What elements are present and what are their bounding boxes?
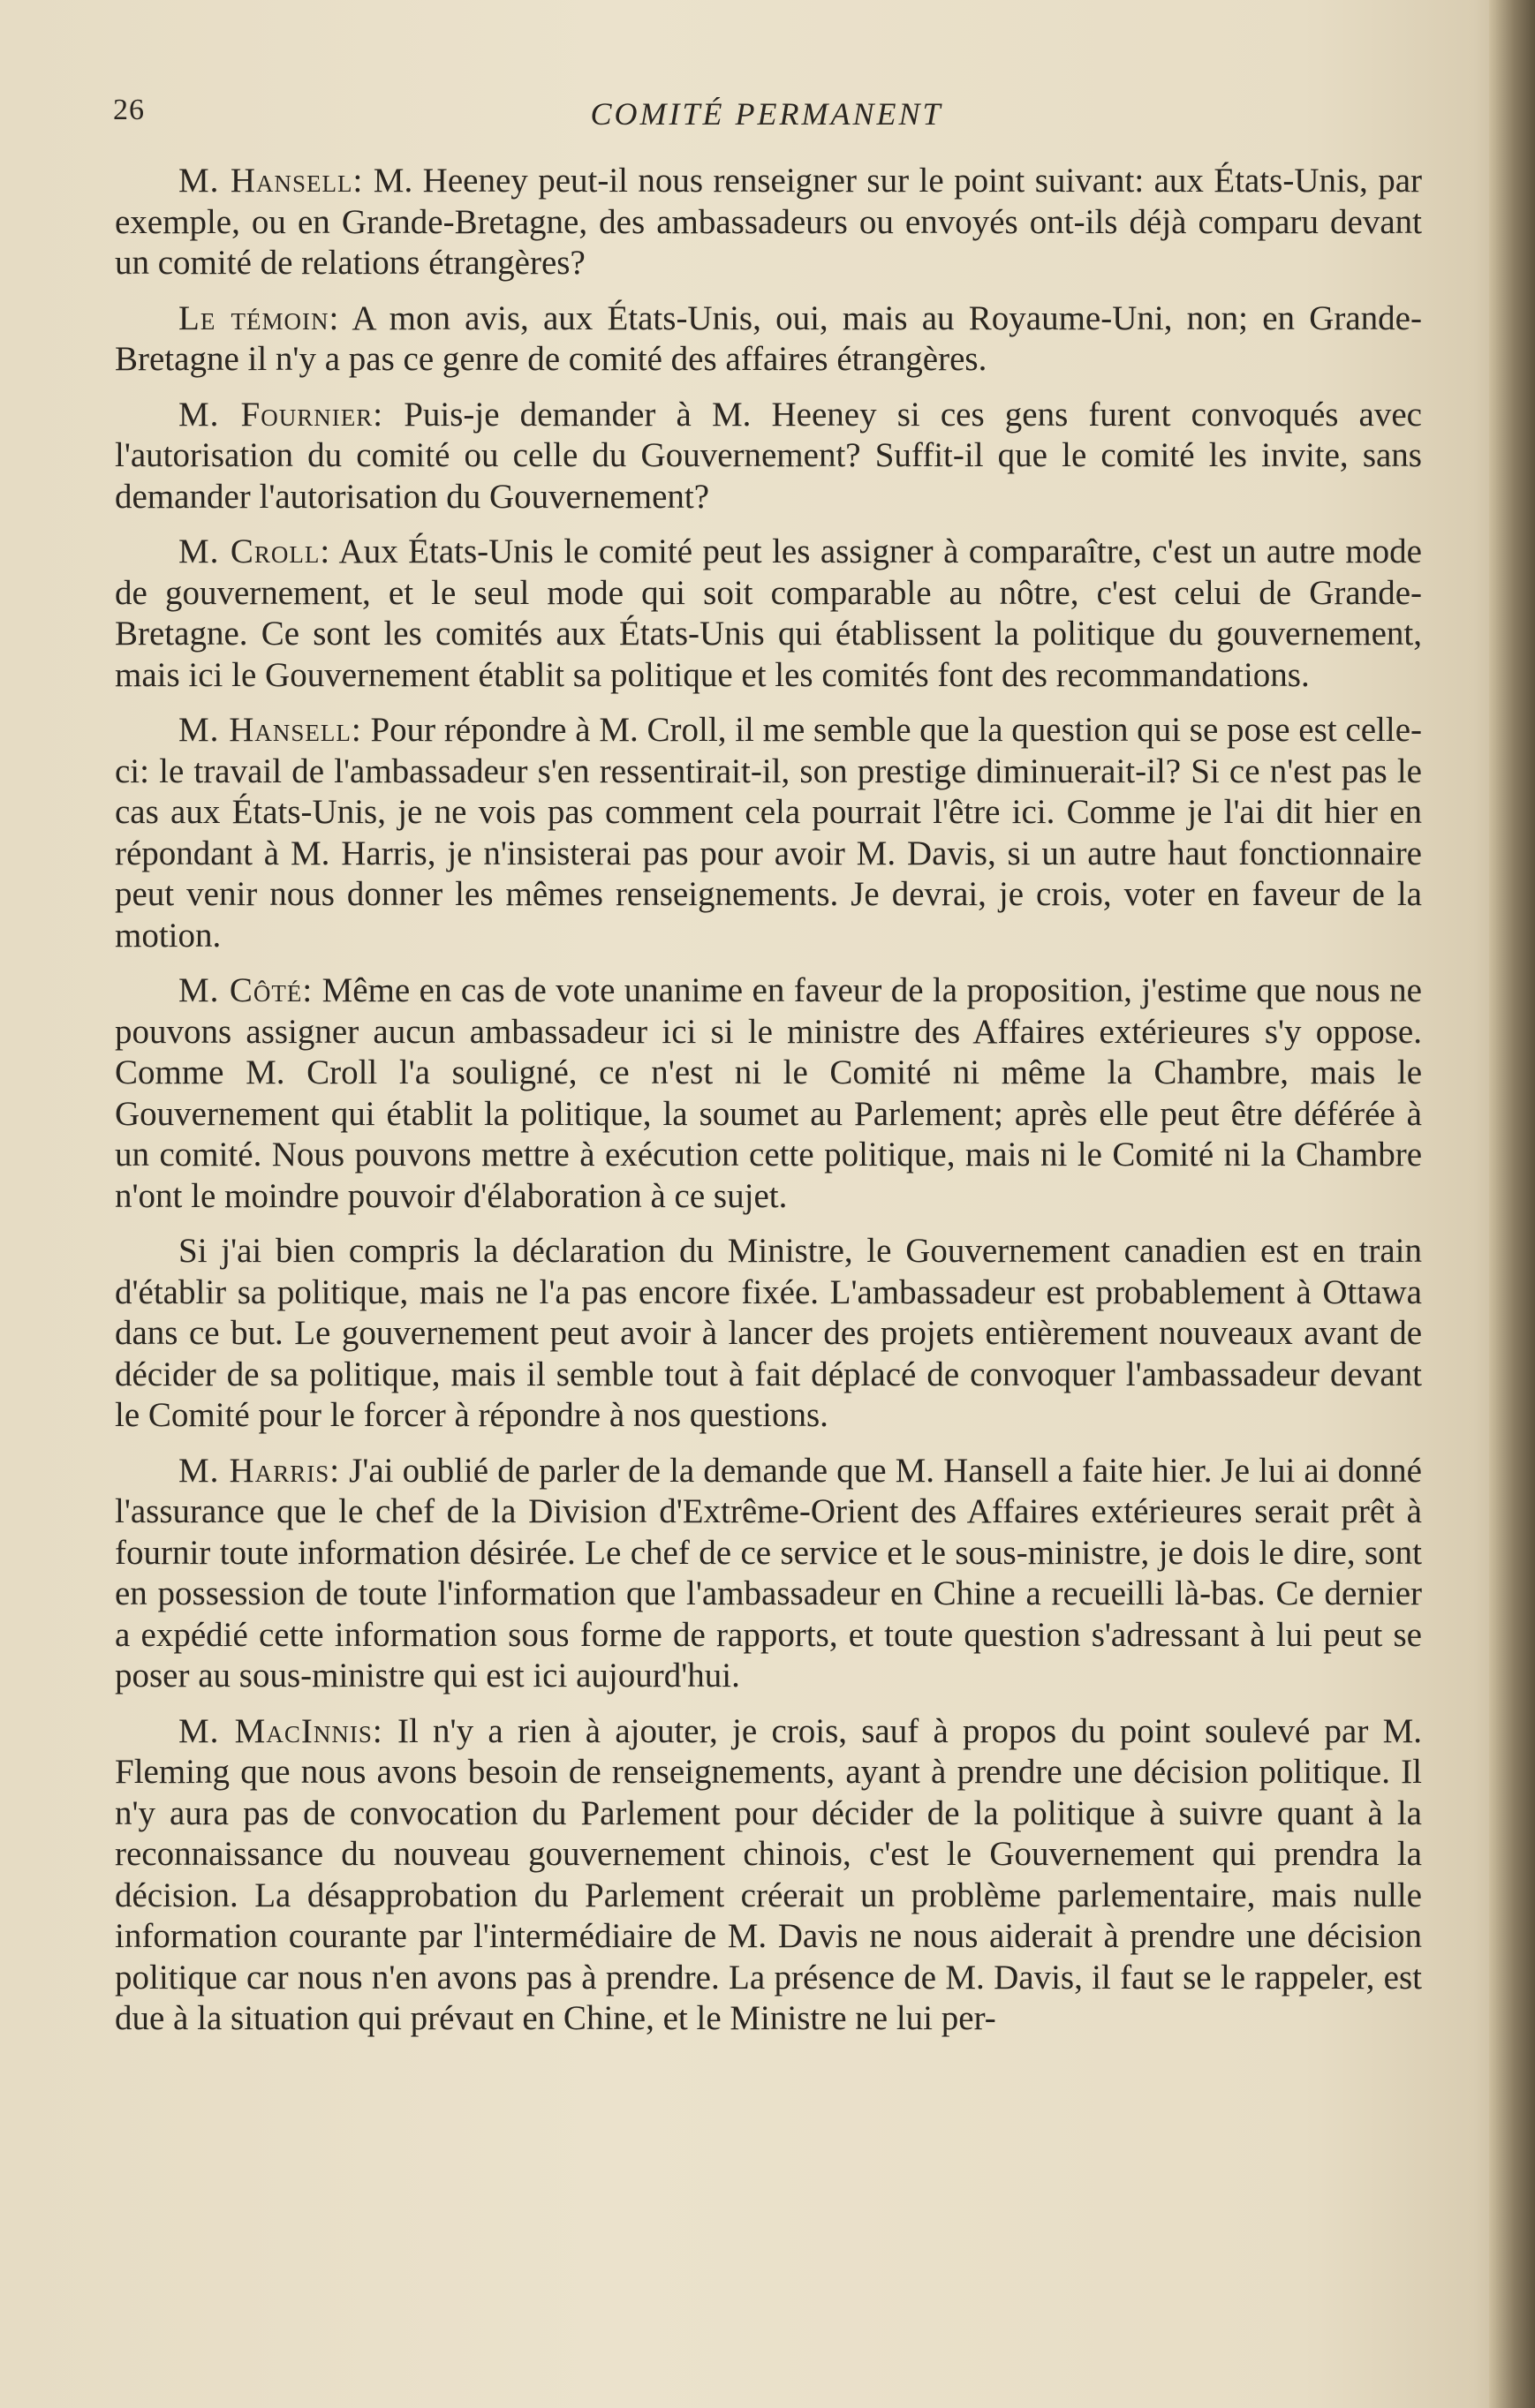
paragraph — [115, 161, 1422, 284]
paragraph — [115, 1711, 1422, 2040]
paragraph — [115, 710, 1422, 956]
paragraph — [115, 970, 1422, 1217]
paragraph-text: Pour répondre à M. Croll, il me semble que la question qui se pose est celle-ci: le travail de l'ambassadeur s'en ressentirait-il, son prestige diminuerait-il? Si ce n'est pas le cas aux États-Unis, je ne vois pas comment cela pourrait l'être ici. Comme je l'ai dit hier en répondant à M. Harris, je n'insisterai pas pour avoir M. Davis, si un autre haut fonctionnaire peut venir nous donner les mêmes renseignements. Je devrai, je crois, voter en faveur de la motion. — [115, 711, 1422, 955]
running-title: COMITÉ PERMANENT — [590, 96, 943, 132]
paragraph — [115, 395, 1422, 518]
speaker-name: M. Hansell: — [178, 711, 362, 749]
speaker-name: Le témoin: — [178, 298, 340, 337]
paragraph-text: J'ai oublié de parler de la demande que M. Hansell a faite hier. Je lui ai donné l'assurance que le chef de la Division d'Extrême-Orient des Affaires extérieures serait prêt à fournir toute information désirée. Le chef de ce service et le sous-ministre, je dois le dire, sont en possession de toute l'information que l'ambassadeur en Chine a recueilli là-bas. Ce dernier a expédié cette information sous forme de rapports, et toute question s'adressant à lui peut se poser au sous-ministre qui est ici aujourd'hui. — [115, 1451, 1422, 1695]
page-header — [113, 88, 1420, 141]
paragraph-text: Aux États-Unis le comité peut les assigner à comparaître, c'est un autre mode de gouvernement, et le seul mode qui soit comparable au nôtre, c'est celui de Grande-Bretagne. Ce sont les comités aux États-Unis qui établissent la politique du gouvernement, mais ici le Gouvernement établit sa politique et les comités font des recommandations. — [115, 532, 1422, 694]
book-spine-shadow — [1489, 0, 1535, 2408]
page-number: 26 — [113, 94, 145, 126]
speaker-name: M. Côté: — [178, 971, 314, 1009]
speaker-name: M. Croll: — [178, 532, 331, 570]
speaker-name: M. Fournier: — [178, 395, 384, 434]
speaker-name: M. Hansell: — [178, 162, 364, 200]
paragraph — [115, 1231, 1422, 1437]
paragraph-text: M. Heeney peut-il nous renseigner sur le point suivant: aux États-Unis, par exemple, ou en Grande-Bretagne, des ambassadeurs ou envoyés ont-ils déjà comparu devant un comité de relations étrangères? — [115, 162, 1422, 282]
body-text — [115, 161, 1422, 2054]
paragraph-text: Même en cas de vote unanime en faveur de la proposition, j'estime que nous ne pouvons assigner aucun ambassadeur ici si le ministre des Affaires extérieures s'y oppose. Comme M. Croll l'a souligné, ce n'est ni le Comité ni même la Chambre, mais le Gouvernement qui établit la politique, la soumet au Parlement; après elle peut être déférée à un comité. Nous pouvons mettre à exécution cette politique, mais ni le Comité ni la Chambre n'ont le moindre pouvoir d'élaboration à ce sujet. — [115, 971, 1422, 1215]
paragraph-text: Puis-je demander à M. Heeney si ces gens furent convoqués avec l'autorisation du comité ou celle du Gouvernement? Suffit-il que le comité les invite, sans demander l'autorisation du Gouvernement? — [115, 395, 1422, 516]
paragraph-text: Il n'y a rien à ajouter, je crois, sauf à propos du point soulevé par M. Fleming que nous avons besoin de renseignements, ayant à prendre une décision politique. Il n'y aura pas de convocation du Parlement pour décider de la politique à suivre quant à la reconnaissance du nouveau gouvernement chinois, c'est le Gouvernement qui prendra la décision. La désapprobation du Parlement créerait un problème parlementaire, mais nulle information courante par l'intermédiaire de M. Davis ne nous aiderait à prendre une décision politique car nous n'en avons pas à prendre. La présence de M. Davis, il faut se le rappeler, est due à la situation qui prévaut en Chine, et le Ministre ne lui per- — [115, 1711, 1422, 2037]
paragraph — [115, 298, 1422, 381]
speaker-name: M. MacInnis: — [178, 1711, 383, 1750]
paragraph — [115, 532, 1422, 696]
speaker-name: M. Harris: — [178, 1451, 341, 1490]
paragraph-text: A mon avis, aux États-Unis, oui, mais au Royaume-Uni, non; en Grande-Bretagne il n'y a pas ce genre de comité des affaires étrangères. — [115, 298, 1422, 378]
paragraph — [115, 1451, 1422, 1697]
paragraph-text: Si j'ai bien compris la déclaration du Ministre, le Gouvernement canadien est en train d'établir sa politique, mais ne l'a pas encore fixée. L'ambassadeur est probablement à Ottawa dans ce but. Le gouvernement peut avoir à lancer des projets entièrement nouveaux avant de décider de sa politique, mais il semble tout à fait déplacé de convoquer l'ambassadeur devant le Comité pour le forcer à répondre à nos questions. — [115, 1232, 1422, 1434]
